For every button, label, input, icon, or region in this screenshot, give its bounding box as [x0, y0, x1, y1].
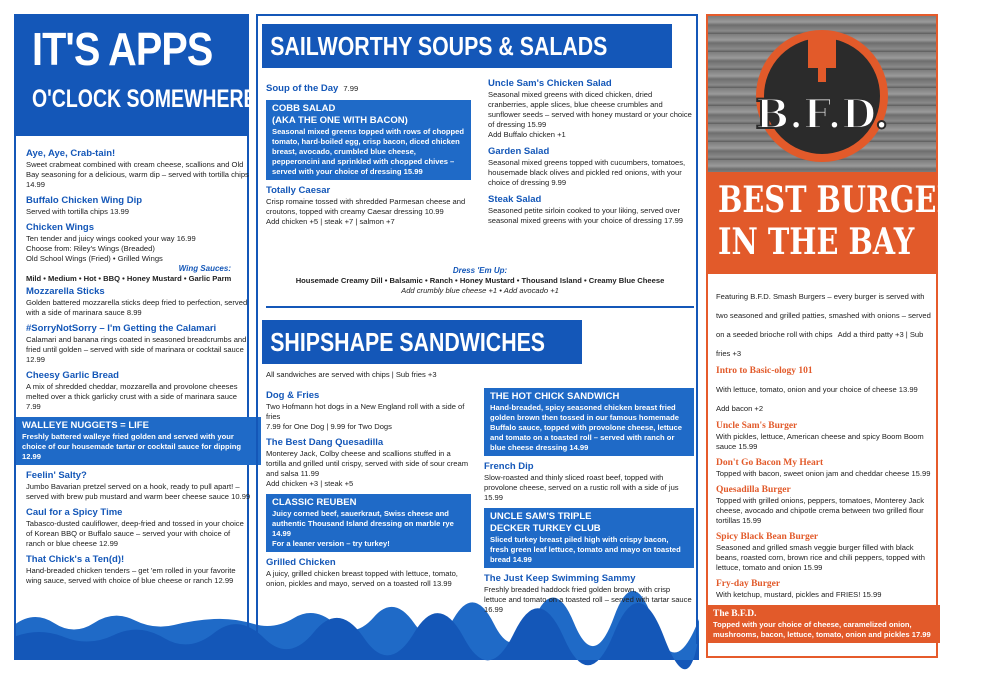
- divider: [266, 306, 694, 308]
- item-name: Quesadilla Burger: [716, 485, 791, 495]
- item-desc: Golden battered mozzarella sticks deep fried to perfection, served with a side of marinara sauce 8.99: [26, 298, 248, 317]
- featured-menu-item: [708, 605, 940, 643]
- bfd-logo: [708, 16, 936, 172]
- menu-item: [26, 554, 251, 586]
- dressings-list: Housemade Creamy Dill • Balsamic • Ranch • Honey Mustard • Thousand Island • Creamy Blue Cheese: [295, 276, 665, 285]
- menu-item: [266, 437, 471, 489]
- soups-left: [266, 76, 471, 232]
- menu-item: [26, 222, 251, 284]
- item-name: The Just Keep Swimming Sammy: [484, 573, 636, 584]
- item-desc: Topped with grilled onions, peppers, tomatoes, Monterey Jack cheese, avocado and chipotle crema between two grilled flour tortillas 15.99: [716, 496, 925, 525]
- burgers-title-line2: IN THE BAY: [718, 221, 915, 263]
- featured-menu-item: [484, 388, 694, 456]
- burgers-header: [708, 172, 981, 274]
- item-name: Steak Salad: [488, 194, 542, 205]
- sandwiches-right: [484, 388, 694, 620]
- menu-item: [26, 323, 251, 365]
- item-desc: Sliced turkey breast piled high with crispy bacon, fresh green leaf lettuce, tomato and mayo on toasted bread 14.99: [490, 535, 681, 564]
- menu-item: [266, 185, 471, 227]
- sandwiches-left: [266, 390, 471, 594]
- item-name: #SorryNotSorry – I'm Getting the Calamari: [26, 323, 217, 334]
- menu-item: [266, 557, 471, 589]
- item-name: Uncle Sam's Chicken Salad: [488, 78, 612, 89]
- menu-item: [716, 484, 932, 526]
- wing-sauces-list: Mild • Medium • Hot • BBQ • Honey Mustard • Garlic Parm: [26, 274, 232, 283]
- burgers-list: [713, 284, 932, 643]
- item-desc: Topped with your choice of cheese, caramelized onion, mushrooms, bacon, lettuce, tomato, onion and pickles 17.99: [713, 620, 931, 639]
- soups-right: [488, 78, 693, 231]
- item-desc: Seasonal mixed greens topped with cucumbers, tomatoes, housemade black olives and pickled red onions, with your choice of dressing 9.99: [488, 158, 686, 187]
- item-desc: Seasoned and grilled smash veggie burger filled with black beans, roasted corn, brown rice and chili peppers, topped with lettuce, tomato and onion 15.99: [716, 543, 925, 572]
- soups-banner: [262, 24, 672, 68]
- item-desc: Sweet crabmeat combined with cream cheese, scallions and Old Bay seasoning for a delicious, warm dip – served with tortilla chips 14.99: [26, 160, 249, 189]
- item-name: Buffalo Chicken Wing Dip: [26, 195, 143, 206]
- item-desc: With pickles, lettuce, American cheese and spicy Boom Boom sauce 15.99: [716, 432, 924, 451]
- sandwiches-title: SHIPSHAPE SANDWICHES: [270, 327, 546, 357]
- item-name: Mozzarella Sticks: [26, 286, 105, 297]
- logo-text: B.F.D.: [755, 91, 889, 138]
- item-addons: Add chicken +5 | steak +7 | salmon +7: [266, 217, 395, 226]
- item-desc: Topped with bacon, sweet onion jam and cheddar cheese 15.99: [716, 469, 931, 478]
- item-name: COBB SALAD (AKA THE ONE WITH BACON): [272, 103, 408, 126]
- item-name: Aye, Aye, Crab-tain!: [26, 148, 116, 159]
- apps-header: [16, 16, 257, 136]
- dressings-title: Dress 'Em Up:: [452, 266, 508, 275]
- item-name: Caul for a Spicy Time: [26, 507, 123, 518]
- item-name: French Dip: [484, 461, 534, 472]
- item-desc: Monterey Jack, Colby cheese and scallions stuffed in a tortilla and grilled until crispy, served with side of sour cream and salsa 11.99: [266, 449, 469, 478]
- item-name: Cheesy Garlic Bread: [26, 370, 119, 381]
- item-desc: Freshly breaded haddock fried golden brown, with crisp lettuce and tomato on a toasted roll – served with tartar sauce 16.99: [484, 585, 692, 614]
- item-desc: A juicy, grilled chicken breast topped with lettuce, tomato, onion, pickles and mayo, served on a toasted roll 13.99: [266, 569, 458, 588]
- item-desc: With ketchup, mustard, pickles and FRIES! 15.99: [716, 590, 882, 599]
- item-desc: Hand-breaded, spicy seasoned chicken breast fried golden brown then tossed in our famous homemade Buffalo sauce, topped with provolone cheese, lettuce and tomato on a toasted roll – served with ranch or blue cheese dressing 14.99: [490, 403, 682, 452]
- item-addons: Add Buffalo chicken +1: [488, 130, 566, 139]
- item-addons: For a leaner version – try turkey!: [272, 539, 390, 548]
- intro-addons: Add a third patty +3 | Sub fries +3: [716, 330, 924, 358]
- item-desc: A mix of shredded cheddar, mozzarella and provolone cheeses melted over a thick garlicky crust with a side of marinara sauce 7.99: [26, 382, 238, 411]
- sandwiches-note: All sandwiches are served with chips | Sub fries +3: [266, 370, 437, 379]
- item-desc: Served with tortilla chips 13.99: [26, 207, 129, 216]
- item-desc: Seasonal mixed greens topped with rows of chopped tomato, hard-boiled egg, crisp bacon, diced chicken breast, avocado, crumbled blue cheese, pepperoncini and sprinkled with chopped chives – served with your choice of dressing 15.99: [272, 127, 464, 176]
- dressings: [266, 266, 694, 296]
- item-name: Fry-day Burger: [716, 579, 781, 589]
- intro-text: Featuring B.F.D. Smash Burgers – every burger is served with two seasoned and grilled patties, smashed with onions – served on a seeded brioche roll with chips: [716, 292, 931, 339]
- menu-item: [26, 195, 251, 217]
- featured-menu-item: [266, 100, 471, 180]
- menu-item: [716, 578, 932, 600]
- menu-item: [26, 148, 251, 190]
- item-name: Grilled Chicken: [266, 557, 336, 568]
- menu-item: [266, 76, 471, 95]
- item-name: THE HOT CHICK SANDWICH: [490, 391, 620, 402]
- menu-item: [26, 507, 251, 549]
- item-desc: Crisp romaine tossed with shredded Parmesan cheese and croutons, topped with creamy Caesar dressing 10.99: [266, 197, 466, 216]
- item-name: UNCLE SAM'S TRIPLE DECKER TURKEY CLUB: [490, 511, 601, 534]
- menu-item: [266, 390, 471, 432]
- item-desc: With lettuce, tomato, onion and your choice of cheese 13.99: [716, 385, 918, 394]
- item-name: The B.F.D.: [713, 609, 757, 619]
- item-desc: Hand-breaded chicken tenders – get 'em rolled in your favorite wing sauce, served with choice of blue cheese or ranch 12.99: [26, 566, 236, 585]
- item-name: That Chick's a Ten(d)!: [26, 554, 125, 565]
- item-desc: Slow-roasted and thinly sliced roast beef, topped with provolone cheese, served on a rustic roll with a side of jus 15.99: [484, 473, 679, 502]
- menu-item: [484, 573, 694, 615]
- featured-menu-item: [484, 508, 694, 568]
- item-name: CLASSIC REUBEN: [272, 497, 357, 508]
- item-addons: Add chicken +3 | steak +5: [266, 479, 354, 488]
- item-addons: Add bacon +2: [716, 404, 764, 413]
- item-name: Uncle Sam's Burger: [716, 421, 798, 431]
- item-name: Chicken Wings: [26, 222, 95, 233]
- burgers-column: [706, 14, 981, 658]
- item-desc: Ten tender and juicy wings cooked your way 16.99 Choose from: Riley's Wings (Breaded) Old School Wings (Fried) • Grilled Wings: [26, 234, 196, 263]
- item-desc: Calamari and banana rings coated in seasoned breadcrumbs and fried until golden – served with side of marinara or cocktail sauce 12.99: [26, 335, 247, 364]
- menu-item: [716, 420, 932, 452]
- menu-item: [26, 470, 251, 502]
- apps-column: [14, 14, 257, 644]
- featured-menu-item: [16, 417, 261, 465]
- menu-item: [716, 457, 932, 479]
- item-name: Don't Go Bacon My Heart: [716, 458, 824, 468]
- apps-subtitle: O'CLOCK SOMEWHERE: [32, 85, 257, 113]
- item-name: Soup of the Day: [266, 83, 339, 94]
- item-desc: Freshly battered walleye fried golden and served with your choice of our housemade tartar or cocktail sauce for dipping 12.99: [22, 432, 241, 461]
- item-name: Totally Caesar: [266, 185, 331, 196]
- item-desc: Tabasco-dusted cauliflower, deep-fried and tossed in your choice of Korean BBQ or Buffalo sauce – served your with choice of ranch or blue cheese 12.99: [26, 519, 244, 548]
- item-name: Dog & Fries: [266, 390, 320, 401]
- burgers-title-line1: BEST BURGERS: [718, 179, 981, 221]
- menu-item: [26, 370, 251, 412]
- menu-item: [716, 365, 932, 415]
- item-name: Spicy Black Bean Burger: [716, 532, 819, 542]
- item-name: The Best Dang Quesadilla: [266, 437, 384, 448]
- dressings-addons: Add crumbly blue cheese +1 • Add avocado +1: [401, 286, 559, 295]
- featured-menu-item: [266, 494, 471, 552]
- menu-item: [716, 531, 932, 573]
- item-name: Intro to Basic-ology 101: [716, 366, 813, 376]
- soups-sandwiches-column: [256, 14, 698, 644]
- item-name: Garden Salad: [488, 146, 550, 157]
- item-desc: Jumbo Bavarian pretzel served on a hook, ready to pull apart! – served with brew pub mustard and warm beer cheese sauce 10.99: [26, 482, 251, 501]
- wood-background: [708, 16, 936, 172]
- sandwiches-banner: [262, 320, 582, 364]
- apps-list: [22, 148, 251, 591]
- menu-item: [488, 78, 693, 140]
- item-name: Feelin' Salty?: [26, 470, 87, 481]
- apps-title: IT'S APPS: [32, 23, 213, 75]
- item-price: 7.99: [343, 84, 359, 93]
- menu-item: [488, 194, 693, 226]
- item-desc: Juicy corned beef, sauerkraut, Swiss cheese and authentic Thousand Island dressing on marble rye 14.99: [272, 509, 454, 538]
- menu-item: [488, 146, 693, 188]
- menu-item: [484, 461, 694, 503]
- soups-title: SAILWORTHY SOUPS & SALADS: [270, 31, 608, 61]
- item-desc: Seasonal mixed greens with diced chicken, dried cranberries, apple slices, blue cheese crumbles and sunflower seeds – served with honey mustard or your choice of dressing 15.99: [488, 90, 692, 129]
- menu-item: [26, 286, 251, 318]
- item-desc: Seasoned petite sirloin cooked to your liking, served over seasonal mixed greens with your choice of dressing 17.99: [488, 206, 684, 225]
- wing-sauces-title: Wing Sauces:: [178, 264, 231, 273]
- item-desc: Two Hofmann hot dogs in a New England roll with a side of fries 7.99 for One Dog | 9.99 for Two Dogs: [266, 402, 465, 431]
- burgers-intro: [716, 284, 932, 360]
- microphone-icon: [808, 36, 836, 68]
- item-name: WALLEYE NUGGETS = LIFE: [22, 420, 149, 431]
